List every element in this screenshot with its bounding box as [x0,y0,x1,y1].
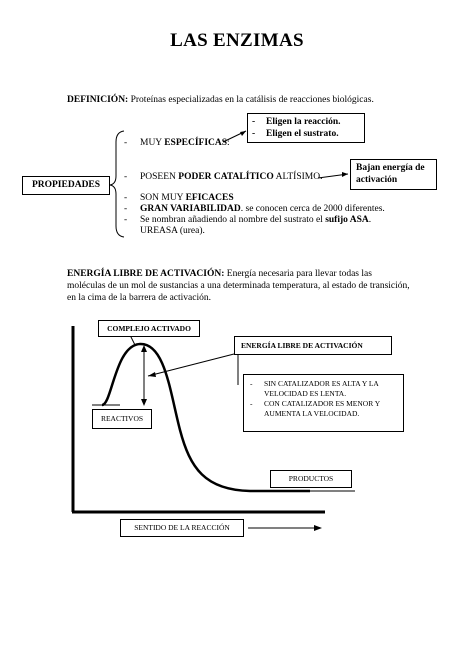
definition-label: DEFINICIÓN: [67,95,129,105]
property-item-5-line2: UREASA (urea). [140,226,205,236]
catalytic-note: Bajan energía de activación [356,163,425,185]
definition-text: Proteínas especializadas en la catálisis de reacciones biológicas. [128,95,374,105]
complejo-activado-box: COMPLEJO ACTIVADO [98,320,200,337]
property-item-5: - Se nombran añadiendo al nombre del sustrato el sufijo ASA. [124,215,372,225]
energy-text: Energía necesaria para llevar todas las moléculas de un mol de sustancias a una determinada temperatura, al estado de transición, en la cima de la barrera de activación. [67,269,410,303]
specific-box: - Eligen la reacción. - Eligen el sustrato. [247,113,365,143]
specific-note-1: Eligen la reacción. [266,117,341,127]
note-sin-catalizador: SIN CATALIZADOR ES ALTA Y LA VELOCIDAD ES LENTA. [264,379,379,398]
reactivos-box: REACTIVOS [92,409,152,429]
page-title: LAS ENZIMAS [170,30,304,51]
energy-pointer [148,354,234,376]
property-item-4: - GRAN VARIABILIDAD. se conocen cerca de 2000 diferentes. [124,204,385,214]
productos-box: PRODUCTOS [270,470,352,488]
notes-box: - SIN CATALIZADOR ES ALTA Y LA VELOCIDAD ES LENTA. - CON CATALIZADOR ES MENOR Y AUMENTA LA VELOCIDAD. [243,374,404,432]
property-item-3: - SON MUY EFICACES [124,193,234,203]
property-item-2: - POSEEN PODER CATALÍTICO ALTÍSIMO. [124,172,323,182]
specific-note-2: Eligen el sustrato. [266,129,339,139]
energy-label: ENERGÍA LIBRE DE ACTIVACIÓN: [67,269,225,279]
properties-label: PROPIEDADES [31,180,101,190]
sentido-box: SENTIDO DE LA REACCIÓN [120,519,244,537]
note-con-catalizador: CON CATALIZADOR ES MENOR Y AUMENTA LA VELOCIDAD. [264,399,380,418]
property-item-1: - MUY ESPECÍFICAS: [124,138,230,148]
energia-libre-box: ENERGÍA LIBRE DE ACTIVACIÓN [234,336,392,355]
